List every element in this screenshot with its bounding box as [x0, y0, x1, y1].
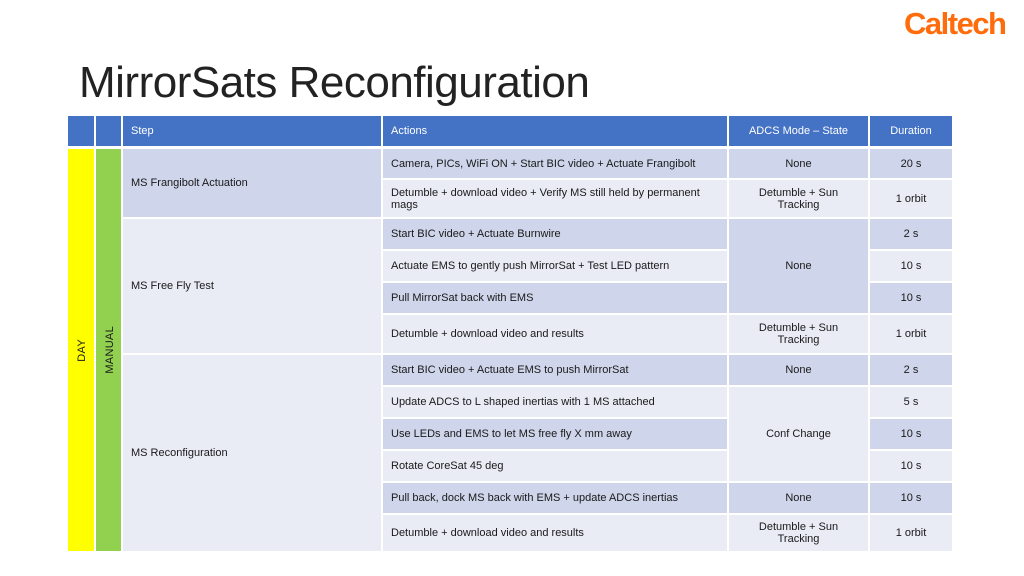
- action-cell: Start BIC video + Actuate Burnwire: [383, 219, 729, 251]
- duration-cell: 2 s: [870, 219, 954, 251]
- adcs-cell-merged: None: [729, 219, 870, 315]
- adcs-cell: None: [729, 355, 870, 387]
- duration-cell: 10 s: [870, 483, 954, 515]
- step-frangibolt: MS Frangibolt Actuation: [123, 149, 383, 219]
- table-header-row: [68, 116, 954, 149]
- action-cell: Detumble + download video and results: [383, 515, 729, 553]
- header-actions: Actions: [383, 116, 729, 149]
- adcs-cell: Detumble + Sun Tracking: [729, 180, 870, 219]
- step-reconfiguration: MS Reconfiguration: [123, 355, 383, 553]
- duration-cell: 2 s: [870, 355, 954, 387]
- action-cell: Start BIC video + Actuate EMS to push MirrorSat: [383, 355, 729, 387]
- manual-mode-cell: [96, 149, 123, 553]
- action-cell: Camera, PICs, WiFi ON + Start BIC video + Actuate Frangibolt: [383, 149, 729, 180]
- day-label: DAY: [76, 338, 88, 362]
- table-row: [68, 355, 954, 387]
- header-duration: Duration: [870, 116, 954, 149]
- adcs-cell-merged: Conf Change: [729, 387, 870, 483]
- adcs-cell: None: [729, 149, 870, 180]
- duration-cell: 1 orbit: [870, 315, 954, 355]
- duration-cell: 1 orbit: [870, 180, 954, 219]
- action-cell: Actuate EMS to gently push MirrorSat + Test LED pattern: [383, 251, 729, 283]
- caltech-logo: Caltech: [904, 6, 1006, 41]
- action-cell: Rotate CoreSat 45 deg: [383, 451, 729, 483]
- header-step: Step: [123, 116, 383, 149]
- action-cell: Detumble + download video + Verify MS still held by permanent mags: [383, 180, 729, 219]
- table-row: [68, 149, 954, 180]
- action-cell: Pull back, dock MS back with EMS + update ADCS inertias: [383, 483, 729, 515]
- duration-cell: 10 s: [870, 283, 954, 315]
- duration-cell: 5 s: [870, 387, 954, 419]
- adcs-cell: Detumble + Sun Tracking: [729, 515, 870, 553]
- table-row: [68, 219, 954, 251]
- action-cell: Use LEDs and EMS to let MS free fly X mm away: [383, 419, 729, 451]
- page-title: MirrorSats Reconfiguration: [79, 58, 590, 107]
- reconfiguration-table: [68, 116, 954, 553]
- action-cell: Detumble + download video and results: [383, 315, 729, 355]
- duration-cell: 20 s: [870, 149, 954, 180]
- adcs-cell: None: [729, 483, 870, 515]
- header-blank-manual: [96, 116, 123, 149]
- duration-cell: 1 orbit: [870, 515, 954, 553]
- step-free-fly: MS Free Fly Test: [123, 219, 383, 355]
- duration-cell: 10 s: [870, 419, 954, 451]
- adcs-cell: Detumble + Sun Tracking: [729, 315, 870, 355]
- header-blank-day: [68, 116, 96, 149]
- duration-cell: 10 s: [870, 451, 954, 483]
- header-adcs-mode: ADCS Mode – State: [729, 116, 870, 149]
- action-cell: Update ADCS to L shaped inertias with 1 MS attached: [383, 387, 729, 419]
- manual-label: MANUAL: [104, 326, 116, 374]
- day-phase-cell: [68, 149, 96, 553]
- action-cell: Pull MirrorSat back with EMS: [383, 283, 729, 315]
- duration-cell: 10 s: [870, 251, 954, 283]
